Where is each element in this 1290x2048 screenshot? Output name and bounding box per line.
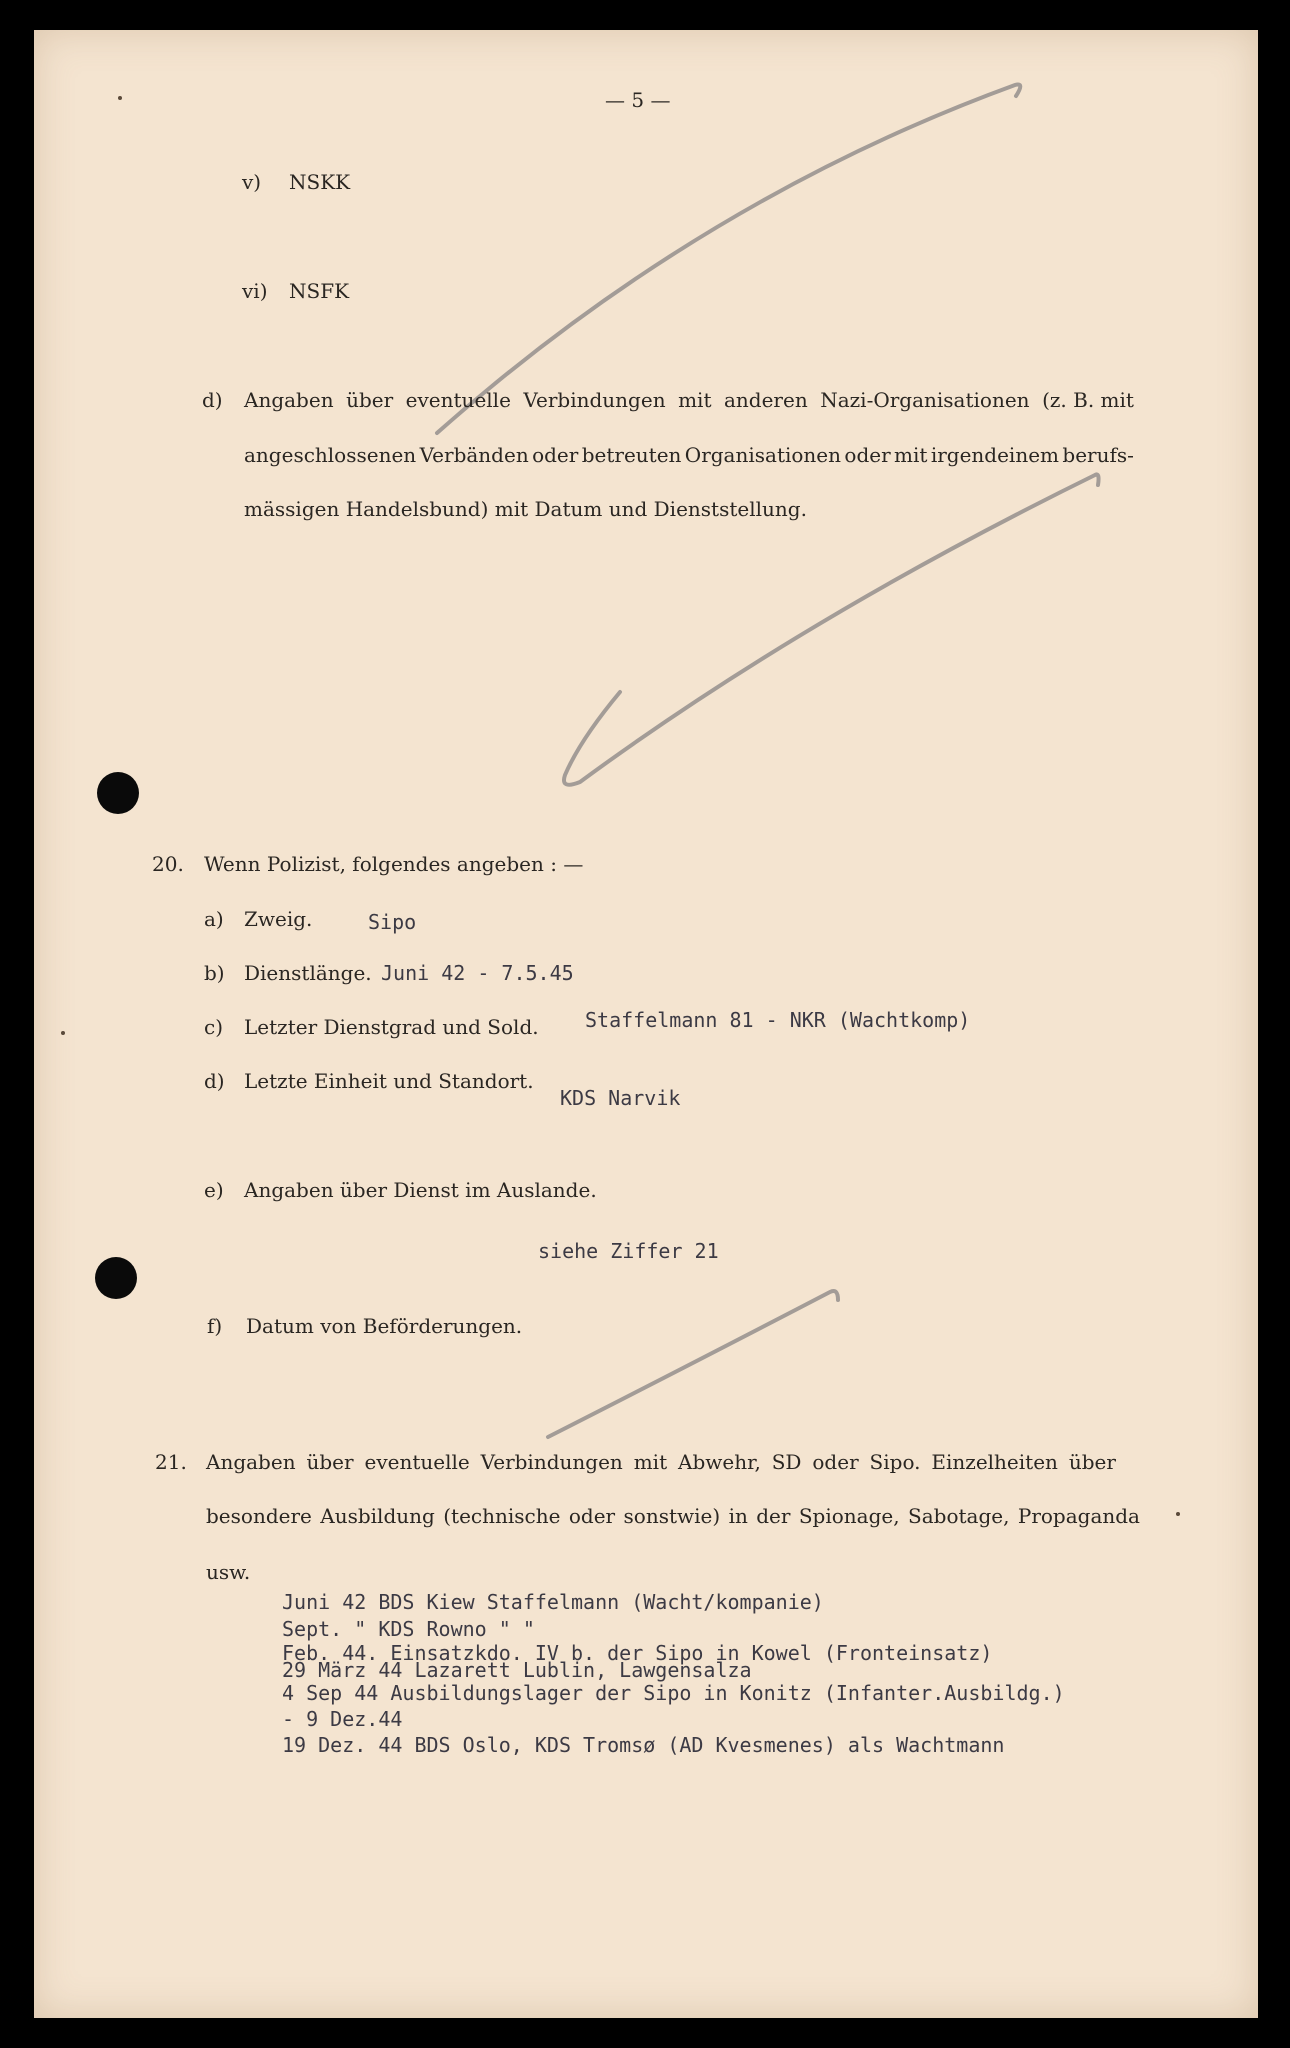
section-19d-line-1: Angaben über eventuelle Verbindungen mit anderen Nazi-Organisationen (z. B. mit [244, 388, 1134, 412]
item-label-c: c) [204, 1015, 224, 1039]
punch-hole-top [97, 772, 139, 814]
typed-line-2: Sept. " KDS Rowno " " [282, 1617, 535, 1641]
item-text-ausland: Angaben über Dienst im Auslande. [244, 1178, 597, 1202]
item-label-v: v) [242, 170, 262, 194]
punch-hole-bottom [95, 1257, 137, 1299]
answer-dienstgrad: Staffelmann 81 - NKR (Wachtkomp) [585, 1008, 971, 1032]
item-label-vi: vi) [242, 279, 268, 303]
section-20-number: 20. [152, 852, 184, 876]
typed-line-6: - 9 Dez.44 [282, 1707, 403, 1731]
pencil-stroke-1 [437, 84, 1020, 433]
answer-einheit: KDS Narvik [560, 1086, 681, 1110]
page-number: — 5 — [605, 88, 671, 112]
typed-line-3: Feb. 44. Einsatzkdo. IV b. der Sipo in Kowel (Fronteinsatz) [282, 1641, 993, 1665]
typed-line-1: Juni 42 BDS Kiew Staffelmann (Wacht/kompanie) [282, 1590, 824, 1614]
section-21-line-1: Angaben über eventuelle Verbindungen mit Abwehr, SD oder Sipo. Einzelheiten über [206, 1450, 1116, 1474]
item-text-einheit: Letzte Einheit und Standort. [244, 1069, 534, 1093]
paper-speck [1176, 1512, 1180, 1516]
item-label-a: a) [204, 907, 224, 931]
typed-line-4: 29 März 44 Lazarett Lublin, Lawgensalza [282, 1658, 752, 1682]
item-label-d20: d) [204, 1069, 225, 1093]
paper-speck [118, 96, 122, 100]
item-label-e: e) [204, 1178, 224, 1202]
section-20-heading: Wenn Polizist, folgendes angeben : — [204, 852, 584, 876]
item-label-d19: d) [202, 388, 223, 412]
section-21-line-2: besondere Ausbildung (technische oder sonstwie) in der Spionage, Sabotage, Propaganda [206, 1504, 1140, 1528]
paper-speck [61, 1031, 65, 1035]
item-label-b: b) [204, 961, 225, 985]
typed-line-7: 19 Dez. 44 BDS Oslo, KDS Tromsø (AD Kvesmenes) als Wachtmann [282, 1733, 1005, 1757]
section-21-number: 21. [155, 1450, 187, 1474]
pencil-stroke-3 [548, 1291, 838, 1437]
answer-zweig: Sipo [368, 910, 417, 934]
item-text-nsfk: NSFK [289, 279, 350, 303]
typed-line-5: 4 Sep 44 Ausbildungslager der Sipo in Konitz (Infanter.Ausbildg.) [282, 1681, 1065, 1705]
item-text-nskk: NSKK [289, 170, 351, 194]
answer-dienstlaenge: Juni 42 - 7.5.45 [381, 961, 574, 985]
item-text-dienstlaenge: Dienstlänge. [244, 961, 372, 985]
section-19d-line-2: angeschlossenen Verbänden oder betreuten Organisationen oder mit irgendeinem berufs- [244, 443, 1134, 467]
answer-ausland: siehe Ziffer 21 [538, 1239, 719, 1263]
item-text-zweig: Zweig. [244, 907, 313, 931]
item-text-befoerderungen: Datum von Beförderungen. [246, 1314, 523, 1338]
section-19d-line-3: mässigen Handelsbund) mit Datum und Dienststellung. [244, 497, 807, 521]
section-21-line-3: usw. [206, 1560, 251, 1584]
item-text-dienstgrad: Letzter Dienstgrad und Sold. [244, 1015, 539, 1039]
item-label-f: f) [207, 1314, 223, 1338]
